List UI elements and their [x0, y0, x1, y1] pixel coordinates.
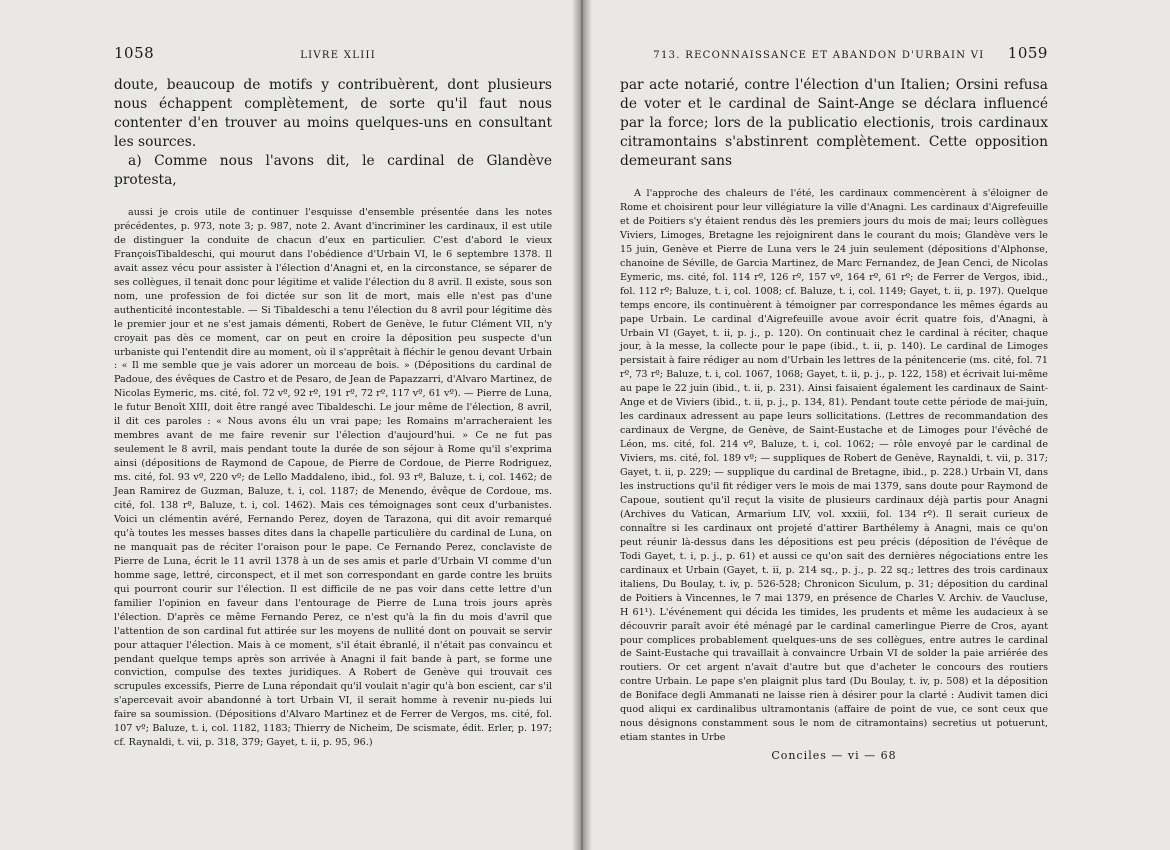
book-gutter: [572, 0, 592, 850]
left-page-header: [114, 44, 552, 62]
left-footnote: [114, 206, 552, 750]
right-footnote: [620, 187, 1048, 745]
right-footnote-text: A l'approche des chaleurs de l'été, les cardinaux commencèrent à s'éloigner de Rome et choisirent pour leur villégiature la ville d'Anagni. Les cardinaux d'Aigrefeuille et de Poitiers s'y étaient rendus dès les premiers jours du mois de mai; leurs collègues Viviers, Limoges, Bretagne les rejoignirent dans le courant du mois; Glandève vers le 15 juin, Genève et Pierre de Luna vers le 24 juin seulement (dépositions d'Alphonse, chanoine de Séville, de Garcia Martinez, de Marc Fernandez, de Jean Cenci, de Nicolas Eymeric, ms. cité, fol. 114 rº, 126 rº, 157 vº, 164 rº, 61 rº; de Ferrer de Vergos, ibid., fol. 112 rº; Baluze, t. i, col. 1008; cf. Baluze, t. i, col. 1149; Gayet, t. ii, p. 197). Quelque temps encore, ils continuèrent à témoigner par correspondance les mêmes égards au pape Urbain. Le cardinal d'Aigrefeuille avoue avoir écrit quatre fois, d'Anagni, à Urbain VI (Gayet, t. ii, p. j., p. 120). On continuait chez le cardinal à réciter, chaque jour, à la messe, la collecte pour le pape (ibid., t. ii, p. 140). Le cardinal de Limoges persistait à faire rédiger au nom d'Urbain les lettres de la pénitencerie (ms. cité, fol. 71 rº, 73 rº; Baluze, t. i, col. 1067, 1068; Gayet, t. ii, p. j., p. 122, 158) et écrivait lui-même au pape le 22 juin (ibid., t. ii, p. 231). Ainsi faisaient également les cardinaux de Saint-Ange et de Viviers (ibid., t. ii, p. j., p. 134, 81). Pendant toute cette période de mai-juin, les cardinaux adressent au pape leurs sollicitations. (Lettres de recommandation des cardinaux de Vergne, de Genève, de Saint-Eustache et de Limoges pour l'évêché de Léon, ms. cité, fol. 214 vº, Baluze, t. i, col. 1062; — rôle envoyé par le cardinal de Viviers, ms. cité, fol. 189 vº; — suppliques de Robert de Genève, Raynaldi, t. vii, p. 317; Gayet, t. ii, p. 229; — supplique du cardinal de Bretagne, ibid., p. 228.) Urbain VI, dans les instructions qu'il fit rédiger vers le mois de mai 1379, sans doute pour Raymond de Capoue, soutient qu'il reçut la visite de plusieurs cardinaux déjà partis pour Anagni (Archives du Vatican, Armarium LIV, vol. xxxiii, fol. 134 rº). Il serait curieux de connaître si les cardinaux ont projeté d'attirer Barthélemy à Anagni, mais ce qu'on peut réunir là-dessus dans les dépositions est peu précis (déposition de l'évêque de Todi Gayet, t. i, p. j., p. 61) et aussi ce qu'on sait des dernières négociations entre les cardinaux et Urbain (Gayet, t. ii, p. 214 sq., p. j., p. 22 sq.; lettres des trois cardinaux italiens, Du Boulay, t. iv, p. 526-528; Chronicon Siculum, p. 31; déposition du cardinal de Poitiers à Vincennes, le 7 mai 1379, en présence de Charles V. Archiv. de Vaucluse, H 61¹). L'événement qui décida les timides, les prudents et même les audacieux à se découvrir paraît avoir été ménagé par le cardinal camerlingue Pierre de Cros, ayant pour complices probablement quelques-uns de ses collègues, entre autres le cardinal de Saint-Eustache qui travaillait à convaincre Urbain VI de solder la paie arriérée des routiers. Or cet argent n'avait d'autre but que d'acheter le concours des routiers contre Urbain. Le pape s'en plaignit plus tard (Du Boulay, t. iv, p. 508) et la déposition de Boniface degli Ammanati ne laisse rien à désirer pour la clarté : Audivit tamen dici quod aliqui ex cardinalibus ultramontanis (affaire de point de vue, ce sont ceux que nous désignons constamment sous le nom de citramontains) secretius ut potuerunt, etiam stantes in Urbe: [620, 188, 1048, 744]
right-main-paragraph: par acte notarié, contre l'élection d'un Italien; Orsini refusa de voter et le cardinal de Saint-Ange se déclara influencé par la force; lors de la publicatio electionis, trois cardinaux citramontains s'abstinrent complètement. Cette opposition demeurant sans: [620, 77, 1048, 169]
left-page-number: 1058: [114, 44, 155, 62]
left-main-text: [114, 76, 552, 190]
left-footnote-text: aussi je crois utile de continuer l'esquisse d'ensemble présentée dans les notes précédentes, p. 973, note 3; p. 987, note 2. Avant d'incriminer les cardinaux, il est utile de distinguer la conduite de chacun d'eux en particulier. C'est d'abord le vieux FrançoisTibaldeschi, qui mourut dans l'obédience d'Urbain VI, le 6 septembre 1378. Il avait assez vécu pour assister à l'élection d'Anagni et, en la circonstance, se séparer de ses collègues, il tenait donc pour légitime et valide l'élection du 8 avril. Il existe, sous son nom, une profession de foi dictée sur son lit de mort, mais elle n'est pas d'une authenticité incontestable. — Si Tibaldeschi a tenu l'élection du 8 avril pour légitime dès le premier jour et ne s'est jamais démenti, Robert de Genève, le futur Clément VII, n'y croyait pas dès ce moment, car on peut en croire la déposition peu suspecte d'un urbaniste qui l'entendit dire au moment, où il s'apprêtait à fléchir le genou devant Urbain : « Il me semble que je vais adorer un morceau de bois. » (Dépositions du cardinal de Padoue, des évêques de Castro et de Pesaro, de Jean de Papazzarri, d'Alvaro Martinez, de Nicolas Eymeric, ms. cité, fol. 72 vº, 92 rº, 191 rº, 72 rº, 117 vº, 61 vº). — Pierre de Luna, le futur Benoît XIII, doit être rangé avec Tibaldeschi. Le jour même de l'élection, 8 avril, il dit ces paroles : « Nous avons élu un vrai pape; les Romains m'arracheraient les membres avant de me faire revenir sur l'élection d'aujourd'hui. » Ce ne fut pas seulement le 8 avril, mais pendant toute la durée de son séjour à Rome qu'il s'exprima ainsi (dépositions de Raymond de Capoue, de Pierre de Cordoue, de Pierre Rodriguez, ms. cité, fol. 93 vº, 220 vº; de Lello Maddaleno, ibid., fol. 93 rº, Baluze, t. i, col. 1462; de Jean Ramirez de Guzman, Baluze, t. i, col. 1187; de Menendo, évêque de Cordoue, ms. cité, fol. 138 rº, Baluze, t. i, col. 1462). Mais ces témoignages sont ceux d'urbanistes. Voici un clémentin avéré, Fernando Perez, doyen de Tarazona, qui dit avoir remarqué qu'à toutes les messes basses dites dans la chapelle particulière du cardinal de Luna, on ne manquait pas de réciter l'oraison pour le pape. Ce Fernando Perez, conclaviste de Pierre de Luna, écrit le 11 avril 1378 à un de ses amis et parle d'Urbain VI comme d'un homme sage, lettré, circonspect, et il met son correspondant en garde contre les bruits qui pourront courir sur l'élection. Il est difficile de ne pas voir dans cette lettre d'un familier l'opinion en faveur dans l'entourage de Pierre de Luna trois jours après l'élection. D'après ce même Fernando Perez, ce n'est qu'à la fin du mois d'avril que l'attention de son cardinal fut attirée sur les moyens de nullité dont on pouvait se servir pour attaquer l'élection. Mais à ce moment, s'il était ébranlé, il n'était pas convaincu et pendant quelque temps après son arrivée à Anagni il fait bande à part, se forme une conviction, compulse des textes juridiques. A Robert de Genève qui trouvait ces scrupules excessifs, Pierre de Luna répondait qu'il voulait n'agir qu'à bon escient, car s'il s'apercevait avoir abandonné à tort Urbain VI, il serait homme à revenir nu-pieds lui faire sa soumission. (Dépositions d'Alvaro Martinez et de Ferrer de Vergos, ms. cité, fol. 107 vº; Baluze, t. i, col. 1182, 1183; Thierry de Nicheim, De scismate, édit. Erler, p. 197; cf. Raynaldi, t. vii, p. 318, 379; Gayet, t. ii, p. 95, 96.): [114, 207, 552, 749]
signature-mark: Conciles — vi — 68: [771, 749, 897, 763]
right-page-header: [620, 44, 1048, 62]
right-main-text: [620, 76, 1048, 171]
right-page: [582, 0, 1170, 850]
left-main-paragraph-2: a) Comme nous l'avons dit, le cardinal de Glandève protesta,: [114, 153, 552, 188]
right-page-number: 1059: [1007, 44, 1048, 62]
right-running-title: 713. RECONNAISSANCE ET ABANDON D'URBAIN VI: [653, 50, 985, 61]
left-running-title: LIVRE XLIII: [300, 50, 376, 61]
left-page: [0, 0, 582, 850]
left-main-paragraph-1: doute, beaucoup de motifs y contribuèrent, dont plusieurs nous échappent complètement, de sorte qu'il faut nous contenter d'en trouver au moins quelques-uns en consultant les sources.: [114, 77, 552, 150]
